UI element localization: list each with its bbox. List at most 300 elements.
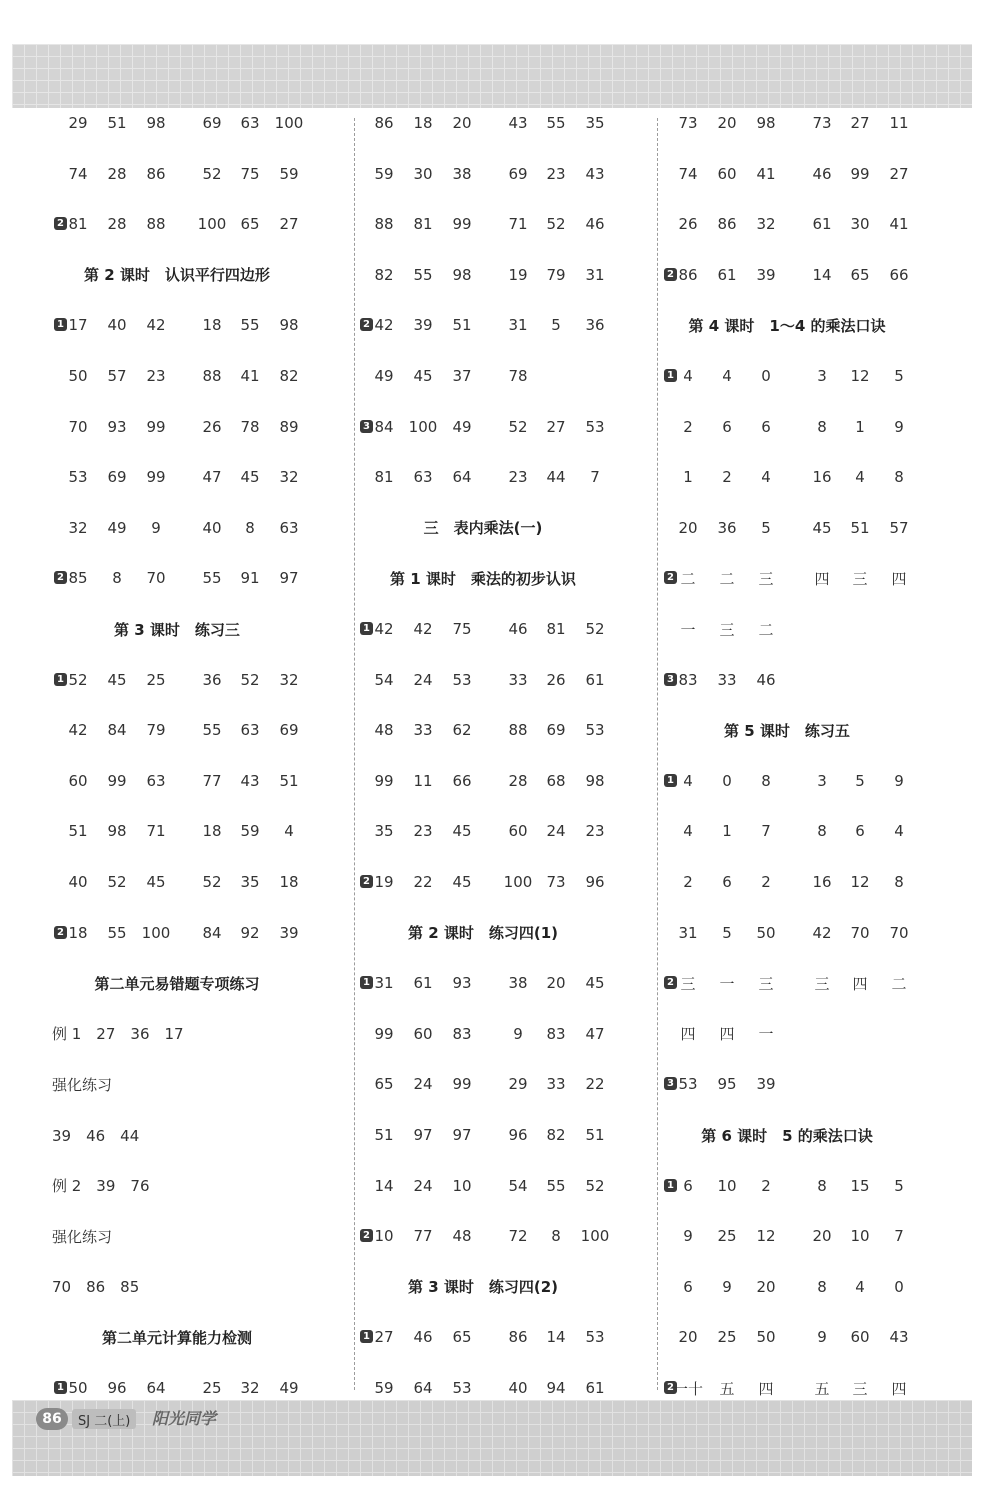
answer-row (52, 503, 342, 553)
answer-value: 69 (279, 721, 299, 740)
answer-value: 45 (146, 873, 166, 891)
answer-value: 32 (279, 670, 299, 689)
answer-value: 35 (374, 822, 394, 841)
answer-value: 17 (68, 316, 88, 335)
answer-value: 41 (756, 164, 776, 183)
answer-value: 20 (546, 974, 566, 993)
answer-value: 43 (585, 164, 605, 183)
answer-value: 98 (585, 771, 605, 790)
answer-value: 66 (889, 265, 909, 284)
answer-value: 53 (452, 1379, 472, 1397)
answer-value: 60 (850, 1328, 870, 1347)
answer-value: 99 (146, 417, 166, 436)
question-number-badge: 2 (360, 875, 373, 888)
answer-value: 7 (590, 468, 600, 487)
answer-row (52, 806, 342, 856)
answer-value: 三 (719, 620, 735, 639)
answer-value: 53 (585, 721, 605, 740)
answer-value: 42 (146, 316, 166, 335)
answer-value: 92 (240, 923, 260, 942)
answer-value: 53 (585, 1328, 605, 1347)
answer-value: 37 (452, 367, 472, 385)
answer-value: 60 (717, 164, 737, 183)
answer-value: 0 (894, 1277, 904, 1296)
answer-value: 69 (107, 468, 127, 487)
answer-value: 20 (812, 1227, 832, 1246)
answer-value: 73 (546, 873, 566, 891)
answer-value: 65 (374, 1075, 394, 1094)
answer-value: 23 (585, 822, 605, 841)
answer-value: 27 (374, 1328, 394, 1347)
answer-value: 28 (508, 771, 528, 790)
answer-value: 73 (812, 114, 832, 132)
answer-value: 63 (146, 771, 166, 790)
answer-value: 86 (508, 1328, 528, 1347)
answer-value: 4 (683, 771, 693, 790)
question-number-badge: 3 (664, 673, 677, 686)
edition-label: SJ 二(上) (72, 1409, 136, 1429)
answer-value: 0 (761, 367, 771, 385)
answer-row (358, 402, 648, 452)
answer-value: 18 (413, 114, 433, 132)
answer-value: 3 (817, 771, 827, 790)
answer-value: 9 (683, 1227, 693, 1246)
answer-value: 40 (202, 518, 222, 537)
answer-value: 20 (452, 114, 472, 132)
answer-value: 三 (680, 974, 696, 993)
answer-value: 8 (112, 569, 122, 588)
answer-value: 70 (850, 923, 870, 942)
answer-value: 55 (107, 923, 127, 942)
answer-value: 4 (683, 822, 693, 841)
answer-value: 2 (683, 873, 693, 891)
answer-value: 59 (374, 1379, 394, 1397)
answer-value: 62 (452, 721, 472, 740)
answer-value: 25 (717, 1328, 737, 1347)
page-number: 86 (36, 1408, 68, 1430)
answer-value: 55 (202, 569, 222, 588)
answer-row (52, 199, 342, 249)
answer-value: 63 (413, 468, 433, 487)
answer-value: 86 (717, 215, 737, 234)
answer-value: 一十 (672, 1379, 703, 1398)
answer-value: 96 (585, 873, 605, 891)
question-number-badge: 2 (664, 571, 677, 584)
answer-row (662, 98, 952, 148)
answer-row (52, 351, 342, 401)
section-heading: 第 1 课时 乘法的初步认识 (390, 569, 576, 588)
answer-value: 79 (146, 721, 166, 740)
answer-value: 8 (894, 873, 904, 891)
answer-value: 69 (508, 164, 528, 183)
column-divider (354, 118, 355, 1390)
answer-value: 9 (817, 1328, 827, 1347)
answer-value: 85 (68, 569, 88, 588)
answer-value: 7 (894, 1227, 904, 1246)
answer-value: 46 (812, 164, 832, 183)
answer-row (358, 958, 648, 1008)
answer-value: 20 (717, 114, 737, 132)
question-number-badge: 2 (360, 318, 373, 331)
answer-value: 50 (756, 923, 776, 942)
answer-text-line: 强化练习 (52, 1075, 113, 1094)
question-number-badge: 2 (54, 571, 67, 584)
answer-value: 二 (758, 620, 774, 639)
answer-value: 9 (894, 771, 904, 790)
answer-value: 65 (850, 265, 870, 284)
answer-value: 51 (107, 114, 127, 132)
answer-value: 4 (683, 367, 693, 385)
answer-value: 66 (452, 771, 472, 790)
answer-value: 53 (678, 1075, 698, 1094)
answer-value: 83 (546, 1024, 566, 1043)
answer-value: 52 (240, 670, 260, 689)
answer-value: 52 (585, 620, 605, 638)
section-heading: 第 3 课时 练习三 (114, 620, 240, 639)
answer-value: 39 (756, 265, 776, 284)
answer-text-line: 例 2 39 76 (52, 1177, 150, 1196)
answer-value: 74 (68, 164, 88, 183)
answer-value: 77 (413, 1227, 433, 1246)
section-heading: 第二单元易错题专项练习 (94, 974, 260, 993)
answer-row (662, 1059, 952, 1109)
answer-value: 61 (585, 670, 605, 689)
answer-row (662, 351, 952, 401)
question-number-badge: 2 (54, 926, 67, 939)
answer-value: 8 (245, 518, 255, 537)
answer-value: 82 (374, 265, 394, 284)
question-number-badge: 2 (664, 976, 677, 989)
answer-value: 24 (413, 670, 433, 689)
answer-value: 64 (452, 468, 472, 487)
answer-value: 6 (683, 1176, 693, 1195)
answer-value: 94 (546, 1379, 566, 1397)
answer-value: 63 (279, 518, 299, 537)
answer-value: 39 (413, 316, 433, 335)
answer-value: 35 (240, 873, 260, 891)
answer-value: 57 (889, 518, 909, 537)
answer-value: 55 (202, 721, 222, 740)
answer-value: 86 (146, 164, 166, 183)
answer-value: 52 (585, 1176, 605, 1195)
answer-value: 18 (202, 316, 222, 335)
answer-value: 三 (814, 974, 830, 993)
answer-value: 59 (240, 822, 260, 841)
answer-value: 100 (580, 1227, 610, 1246)
answer-value: 53 (452, 670, 472, 689)
answer-row (358, 604, 648, 654)
answer-value: 2 (761, 1176, 771, 1195)
answer-value: 31 (585, 265, 605, 284)
column-divider (657, 118, 658, 1390)
answer-value: 8 (817, 1176, 827, 1195)
answer-value: 61 (413, 974, 433, 993)
answer-value: 84 (107, 721, 127, 740)
answer-value: 46 (756, 670, 776, 689)
answer-row (358, 351, 648, 401)
answer-value: 三 (852, 1379, 868, 1398)
answer-value: 6 (855, 822, 865, 841)
answer-value: 12 (850, 873, 870, 891)
answer-value: 五 (719, 1379, 735, 1398)
answer-value: 51 (452, 316, 472, 335)
answer-value: 70 (68, 417, 88, 436)
answer-value: 32 (240, 1379, 260, 1397)
question-number-badge: 2 (360, 1229, 373, 1242)
answer-value: 100 (503, 873, 533, 891)
answer-row (662, 1161, 952, 1211)
answer-value: 5 (894, 367, 904, 385)
answer-row (662, 806, 952, 856)
answer-value: 2 (683, 417, 693, 436)
answer-row (358, 300, 648, 350)
answer-value: 9 (722, 1277, 732, 1296)
answer-value: 41 (889, 215, 909, 234)
answer-value: 52 (508, 417, 528, 436)
answer-value: 40 (508, 1379, 528, 1397)
answer-value: 48 (452, 1227, 472, 1246)
answer-value: 20 (678, 1328, 698, 1347)
section-heading: 第二单元计算能力检测 (101, 1328, 252, 1347)
answer-value: 8 (551, 1227, 561, 1246)
answer-value: 98 (146, 114, 166, 132)
answer-value: 四 (814, 569, 830, 588)
answer-value: 97 (279, 569, 299, 588)
answer-value: 33 (508, 670, 528, 689)
answer-value: 4 (855, 468, 865, 487)
answer-row (52, 452, 342, 502)
answer-value: 1 (683, 468, 693, 487)
answer-value: 50 (68, 367, 88, 385)
answer-value: 98 (756, 114, 776, 132)
answer-value: 9 (151, 518, 161, 537)
answer-value: 71 (508, 215, 528, 234)
answer-value: 5 (894, 1176, 904, 1195)
answer-row (358, 655, 648, 705)
question-number-badge: 3 (360, 420, 373, 433)
answer-value: 2 (722, 468, 732, 487)
answer-value: 36 (717, 518, 737, 537)
answer-row (358, 1161, 648, 1211)
answer-row (662, 452, 952, 502)
answer-value: 19 (374, 873, 394, 891)
answer-value: 97 (452, 1126, 472, 1144)
answer-value: 6 (722, 417, 732, 436)
question-number-badge: 1 (54, 318, 67, 331)
question-number-badge: 1 (54, 673, 67, 686)
answer-value: 33 (413, 721, 433, 740)
answer-value: 26 (678, 215, 698, 234)
section-heading: 第 5 课时 练习五 (724, 721, 850, 740)
answer-value: 一 (758, 1025, 774, 1044)
answer-value: 6 (761, 417, 771, 436)
answer-value: 43 (240, 771, 260, 790)
answer-text-line: 39 46 44 (52, 1126, 140, 1145)
answer-value: 48 (374, 721, 394, 740)
answer-value: 51 (850, 518, 870, 537)
answer-value: 70 (889, 923, 909, 942)
answer-value: 51 (279, 771, 299, 790)
answer-value: 一 (680, 620, 696, 639)
answer-value: 99 (452, 1075, 472, 1094)
answer-value: 20 (756, 1277, 776, 1296)
answer-value: 5 (761, 518, 771, 537)
answer-value: 50 (68, 1379, 88, 1397)
answer-value: 29 (508, 1075, 528, 1094)
answer-value: 6 (722, 873, 732, 891)
answer-value: 四 (852, 974, 868, 993)
answer-row (358, 1211, 648, 1261)
answer-value: 四 (719, 1025, 735, 1044)
answer-value: 49 (107, 518, 127, 537)
question-number-badge: 2 (664, 1381, 677, 1394)
answer-value: 51 (585, 1126, 605, 1144)
answer-row (662, 553, 952, 603)
answer-value: 60 (508, 822, 528, 841)
section-heading: 第 2 课时 练习四(1) (407, 924, 559, 943)
answer-row (52, 98, 342, 148)
answer-value: 46 (413, 1328, 433, 1347)
answer-value: 84 (374, 417, 394, 436)
answer-value: 99 (850, 164, 870, 183)
answer-value: 8 (817, 822, 827, 841)
answer-value: 97 (413, 1126, 433, 1144)
answer-value: 98 (279, 316, 299, 335)
answer-value: 65 (240, 215, 260, 234)
answer-row (358, 149, 648, 199)
answer-value: 73 (678, 114, 698, 132)
answer-value: 11 (889, 114, 909, 132)
answer-row (662, 402, 952, 452)
answer-value: 45 (240, 468, 260, 487)
answer-value: 52 (202, 873, 222, 891)
answer-value: 52 (202, 164, 222, 183)
answer-value: 41 (240, 367, 260, 385)
answer-value: 45 (585, 974, 605, 993)
answer-value: 88 (146, 215, 166, 234)
section-heading: 第 4 课时 1～4 的乘法口诀 (688, 316, 886, 335)
answer-value: 3 (817, 367, 827, 385)
answer-value: 22 (585, 1075, 605, 1094)
question-number-badge: 1 (664, 369, 677, 382)
answer-value: 72 (508, 1227, 528, 1246)
answer-value: 四 (680, 1025, 696, 1044)
answer-row (662, 503, 952, 553)
answer-value: 99 (146, 468, 166, 487)
answer-value: 15 (850, 1176, 870, 1195)
answer-value: 23 (413, 822, 433, 841)
answer-row (358, 1009, 648, 1059)
answer-row (662, 958, 952, 1008)
question-number-badge: 1 (664, 774, 677, 787)
answer-value: 51 (374, 1126, 394, 1144)
question-number-badge: 1 (54, 1381, 67, 1394)
answer-value: 64 (146, 1379, 166, 1397)
answer-value: 36 (585, 316, 605, 335)
answer-value: 100 (408, 417, 438, 436)
answer-value: 57 (107, 367, 127, 385)
answer-row (358, 98, 648, 148)
answer-value: 16 (812, 468, 832, 487)
answer-value: 43 (508, 114, 528, 132)
answer-value: 81 (68, 215, 88, 234)
answer-value: 55 (546, 114, 566, 132)
answer-value: 44 (546, 468, 566, 487)
answer-row (52, 553, 342, 603)
answer-value: 14 (546, 1328, 566, 1347)
answer-value: 4 (284, 822, 294, 841)
section-heading: 第 3 课时 练习四(2) (407, 1278, 559, 1297)
answer-value: 8 (817, 1277, 827, 1296)
answer-value: 33 (717, 670, 737, 689)
brand-logo: 阳光同学 (152, 1409, 217, 1428)
answer-text-line: 强化练习 (52, 1227, 113, 1246)
answer-value: 三 (852, 569, 868, 588)
answer-value: 82 (546, 1126, 566, 1144)
answer-value: 1 (855, 417, 865, 436)
answer-value: 39 (756, 1075, 776, 1094)
answer-value: 22 (413, 873, 433, 891)
answer-value: 98 (452, 265, 472, 284)
answer-value: 100 (274, 114, 304, 132)
answer-value: 82 (279, 367, 299, 385)
answer-value: 86 (374, 114, 394, 132)
answer-value: 12 (850, 367, 870, 385)
answer-value: 38 (508, 974, 528, 993)
answer-value: 42 (374, 316, 394, 335)
answer-value: 6 (683, 1277, 693, 1296)
answer-value: 93 (452, 974, 472, 993)
answer-value: 55 (546, 1176, 566, 1195)
answer-value: 78 (508, 367, 528, 385)
answer-value: 100 (197, 215, 227, 234)
answer-value: 47 (202, 468, 222, 487)
section-heading: 三 表内乘法(一) (423, 519, 543, 538)
answer-value: 11 (413, 771, 433, 790)
answer-value: 24 (413, 1075, 433, 1094)
answer-value: 一 (719, 974, 735, 993)
answer-value: 24 (546, 822, 566, 841)
answer-value: 99 (107, 771, 127, 790)
answer-value: 40 (68, 873, 88, 891)
answer-value: 71 (146, 822, 166, 841)
answer-value: 4 (894, 822, 904, 841)
answer-value: 93 (107, 417, 127, 436)
answer-row (52, 756, 342, 806)
answer-value: 77 (202, 771, 222, 790)
answer-value: 24 (413, 1176, 433, 1195)
answer-value: 26 (546, 670, 566, 689)
answer-value: 60 (413, 1024, 433, 1043)
answer-value: 81 (546, 620, 566, 638)
answer-value: 47 (585, 1024, 605, 1043)
answer-value: 99 (374, 1024, 394, 1043)
answer-value: 9 (513, 1024, 523, 1043)
answer-value: 74 (678, 164, 698, 183)
answer-value: 99 (374, 771, 394, 790)
answer-value: 18 (202, 822, 222, 841)
answer-value: 四 (891, 1379, 907, 1398)
answer-row (662, 604, 952, 654)
answer-value: 49 (279, 1379, 299, 1397)
answer-row (52, 908, 342, 958)
answer-value: 4 (761, 468, 771, 487)
answer-value: 7 (761, 822, 771, 841)
answer-value: 54 (508, 1176, 528, 1195)
answer-value: 53 (68, 468, 88, 487)
answer-row (52, 402, 342, 452)
answer-value: 45 (452, 822, 472, 841)
